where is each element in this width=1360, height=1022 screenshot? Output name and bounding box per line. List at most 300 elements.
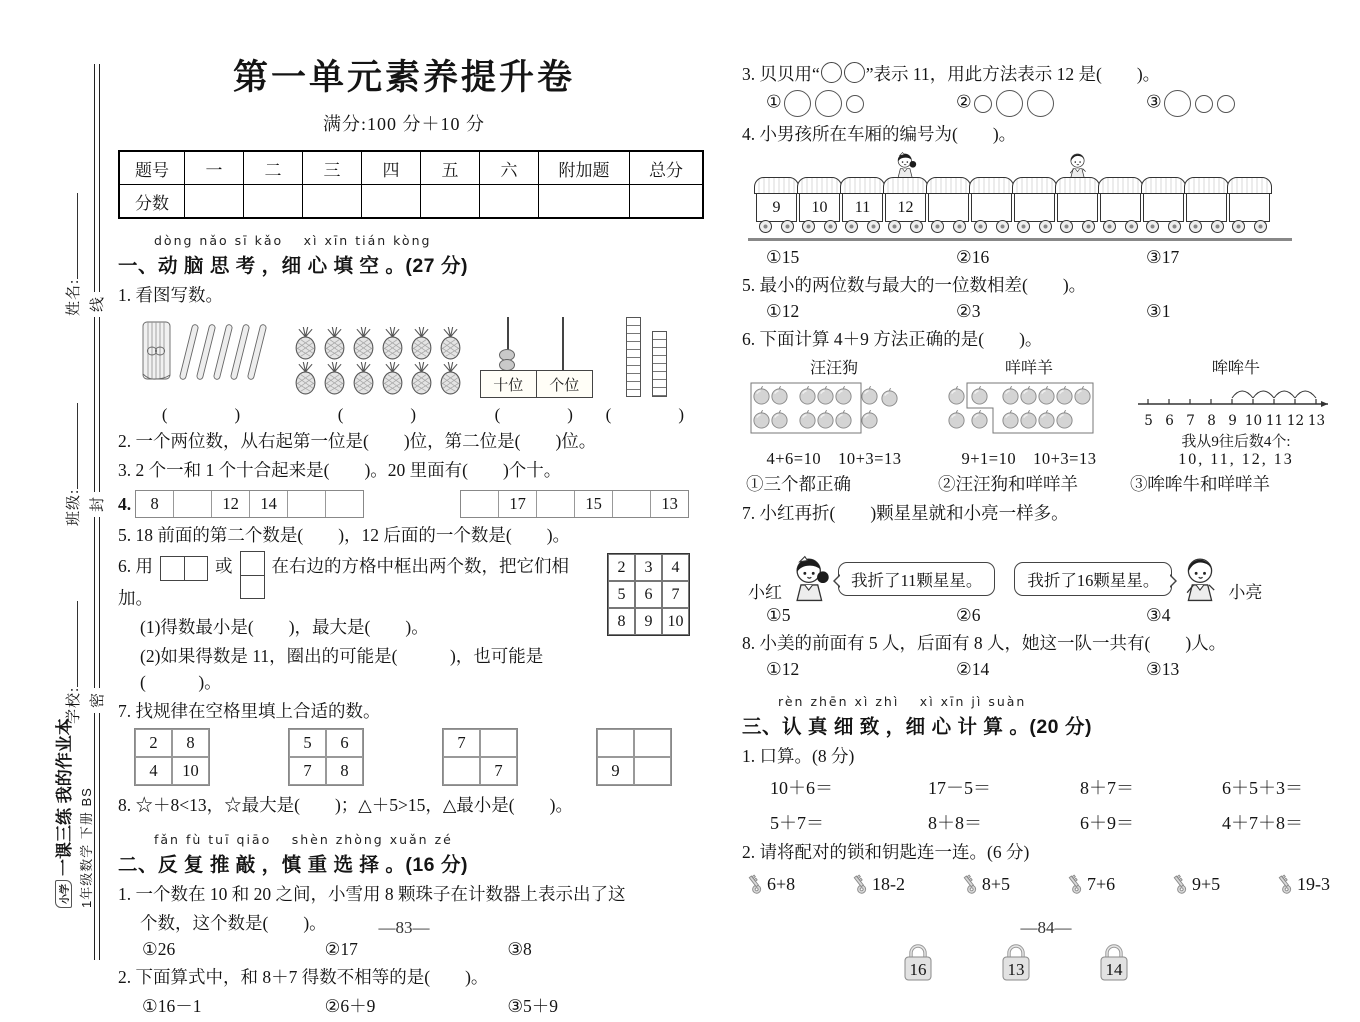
car-number [1057,193,1098,222]
wheel-icon [1168,220,1181,233]
dog-apples-icon [748,380,920,438]
option-2: ②14 [956,659,990,679]
car-number [1014,193,1055,222]
seal-char-line: 线 [84,292,109,317]
boy-name: 小亮 [1228,583,1263,602]
score-header-cell: 四 [362,151,421,185]
option-1: ①16－1 [142,996,202,1016]
class-field [62,356,84,526]
name-field [62,146,84,316]
pineapple-icon [321,362,348,395]
option-3: ③17 [1146,247,1180,267]
section2-pinyin: fǎn fù tuī qiāo shèn zhòng xuǎn zé [154,832,453,847]
score-header-cell: 附加题 [539,151,630,185]
strip-cell [287,491,325,517]
option-number: ③ [1146,91,1162,112]
name-label: 姓名: [66,278,82,316]
score-header-cell: 五 [421,151,480,185]
key-item [746,873,795,895]
stick-bundle-icon [128,312,278,392]
wheel-icon [910,220,923,233]
wheel-icon [996,220,1009,233]
school-blank-line [63,601,78,687]
key-item [961,873,1010,895]
question-2-2-options [142,993,690,1018]
option-2: ②6＋9 [324,996,376,1016]
car-roof [883,177,928,194]
grid-cell: 8 [608,608,635,635]
train-car [1057,177,1098,233]
pineapple-icon [408,327,435,360]
option-1: ①三个都正确 [746,474,851,494]
lock-item [900,941,936,985]
grid-cell [597,729,634,757]
key-expression: 8+5 [981,873,1011,894]
wheel-icon [759,220,772,233]
counter-base [480,370,593,398]
grid-cell [634,729,671,757]
strip-cell [612,491,650,517]
pineapple-icon [437,327,464,360]
math-expression: 6＋9＝ [1080,813,1134,833]
grid-cell: 8 [172,729,209,757]
lock-item [1096,941,1132,985]
wheel-icon [1103,220,1116,233]
pattern-grid-3 [442,728,518,786]
key-icon [851,873,871,895]
wheel-icon [781,220,794,233]
tick-label: 11 [1265,413,1284,429]
question-2-6-methods [748,355,1334,469]
tick-label: 10 [1244,413,1263,429]
grid-cell: 7 [289,757,326,785]
car-wheels [1146,220,1181,233]
sticks-figure [128,312,278,425]
grid-cell: 2 [608,554,635,581]
option-3: ③哞哞牛和咩咩羊 [1130,474,1270,494]
train-rail [748,238,1292,241]
pineapple-icon [379,362,406,395]
wheel-icon [867,220,880,233]
tick-label: 9 [1228,413,1237,429]
math-expression: 8＋7＝ [1080,778,1134,798]
school-label: 学校: [66,686,82,724]
question-1-6-sub1: (1)得数最小是( )，最大是( )。 [140,617,429,637]
train-car [1186,177,1227,233]
option-3: ③5＋9 [507,996,559,1016]
wheel-icon [845,220,858,233]
wheel-icon [1211,220,1224,233]
number-line-icon [1138,380,1334,408]
brand-logo [50,678,96,908]
cube-towers-icon [606,315,688,397]
method-cow [1138,355,1334,469]
tick-label: 13 [1307,413,1326,429]
question-1-7-grids [134,728,690,786]
page-number-84: —84— [1020,918,1072,937]
math-expression: 17－5＝ [928,778,991,798]
small-circle-icon [974,95,992,113]
q6-text-1: 6. 用 [118,556,153,577]
car-number [1143,193,1184,222]
section3-pinyin: rèn zhēn xì zhì xì xīn jì suàn [778,694,1027,709]
question-1-6-sub2: (2)如果得数是 11，圈出的可能是( )，也可能是( )。 [140,646,544,692]
page-number-83: —83— [378,918,430,937]
section1-pinyin: dòng nǎo sī kǎo xì xīn tián kòng [154,233,432,248]
small-circle-icon [1217,95,1235,113]
grid-cell [480,729,517,757]
key-item [1276,873,1330,895]
grid-cell: 2 [135,729,172,757]
wheel-icon [1146,220,1159,233]
pineapple-grid [292,327,466,397]
option-3: ③8 [507,939,532,959]
seal-char-feng: 封 [84,492,109,517]
wheel-icon [1039,220,1052,233]
question-1-4 [118,490,690,518]
dog-equations: 4+6=10 10+3=13 [766,449,902,468]
brand-title [50,678,75,908]
q3-text-post: ”表示 11，用此方法表示 12 是( )。 [865,64,1161,84]
wheel-icon [1017,220,1030,233]
strip-cell: 13 [650,491,688,517]
lock-number: 13 [1007,960,1025,979]
question-2-1-line1: 1. 一个数在 10 和 20 之间，小雪用 8 颗珠子在计数器上表示出了这 [118,884,626,904]
key-expression: 7+6 [1086,873,1116,894]
cube-tower [626,317,641,397]
pineapple-icon [292,327,319,360]
key-icon [961,873,981,895]
cow-note-1: 我从9往后数4个: [1181,434,1291,450]
method-dog [748,355,920,469]
dog-label: 汪汪狗 [809,360,858,377]
number-grid-3x3 [607,553,690,636]
wheel-icon [1254,220,1267,233]
brand-series: 一课三练 我的作业本 [55,718,74,876]
score-empty-cell [421,185,480,219]
option-2: ②3 [956,301,981,321]
strip-cell [173,491,211,517]
strip-cell: 12 [211,491,249,517]
grid-cell [443,757,480,785]
question-2-1-line2: 个数，这个数是( )。 [140,913,327,933]
tick-label: 12 [1286,413,1305,429]
question-1-6 [118,551,690,695]
car-number: 12 [885,193,926,222]
train-car [1100,177,1141,233]
car-number [1186,193,1227,222]
option-1: ①26 [142,939,176,959]
section3-heading: 三、认 真 细 致 ，细 心 计 算 。(20 分) [742,716,1092,738]
wheel-icon [1125,220,1138,233]
big-circle-icon [1164,90,1191,117]
place-value-counter-figure [480,317,592,425]
option-2: ②汪汪狗和咩咩羊 [938,474,1078,494]
big-circle-icon [996,90,1023,117]
question-1-3: 3. 2 个一和 1 个十合起来是( )。20 里面有( )个十。 [118,460,562,480]
option-2: ②16 [956,247,990,267]
pattern-grid-1 [134,728,210,786]
question-2-1-options [142,939,690,960]
car-roof [1098,177,1143,194]
score-empty-cell [303,185,362,219]
train-cars [756,177,1280,233]
score-header-cell: 六 [480,151,539,185]
train-car [1229,177,1270,233]
question-1-2: 2. 一个两位数，从右起第一位是( )位，第二位是( )位。 [118,431,597,451]
grid-cell: 7 [662,581,689,608]
math-expression: 10＋6＝ [770,778,833,798]
girl-name: 小红 [748,583,782,602]
class-label: 班级: [66,488,82,526]
option-1 [766,90,956,117]
big-circle-icon [815,90,842,117]
q6-text-3: 在右边的方格中框出两个数，把它们相加。 [118,556,569,608]
math-expression: 6＋5＋3＝ [1222,778,1303,798]
strip-cell [461,491,498,517]
grid-cell: 6 [326,729,363,757]
train-car [1143,177,1184,233]
train-car [928,177,969,233]
wheel-icon [1082,220,1095,233]
question-3-2: 2. 请将配对的锁和钥匙连一连。(6 分) [742,842,1030,862]
question-1-1-figures [128,312,688,425]
car-number: 10 [799,193,840,222]
wheel-icon [824,220,837,233]
horizontal-domino-icon [160,556,208,581]
question-2-5-options [766,301,1336,322]
boy-on-train-icon [1064,151,1091,179]
car-roof [1184,177,1229,194]
strip-cell [536,491,574,517]
key-item [1066,873,1115,895]
question-1-8: 8. ☆＋8<13，☆最大是( )；△＋5>15，△最小是( )。 [118,795,573,815]
math-expression: 4＋7＋8＝ [1222,813,1303,833]
key-icon [746,873,766,895]
option-3 [1146,90,1336,117]
strip-cell: 8 [150,494,159,513]
key-item [1171,873,1220,895]
question-2-2: 2. 下面算式中，和 8＋7 得数不相等的是( )。 [118,967,489,987]
pineapple-icon [292,362,319,395]
lock-number: 14 [1105,960,1123,979]
wheel-icon [931,220,944,233]
lock-number: 16 [909,960,927,979]
section2-heading: 二、反 复 推 敲 ，慎 重 选 择 。(16 分) [118,854,468,876]
wheel-icon [802,220,815,233]
method-sheep [943,355,1115,469]
grid-cell: 4 [135,757,172,785]
question-2-8: 8. 小美的前面有 5 人，后面有 8 人，她这一队一共有( )人。 [742,633,1227,653]
answer-blank: ( ) [494,405,577,424]
car-number [1229,193,1270,222]
car-roof [1012,177,1057,194]
question-3-1: 1. 口算。(8 分) [742,746,855,766]
grid-cell: 7 [443,729,480,757]
cube-towers-figure [606,315,688,425]
option-1: ①5 [766,605,791,625]
grid-cell: 10 [662,608,689,635]
key-icon [1171,873,1191,895]
cow-label: 哞哞牛 [1211,360,1260,377]
car-wheels [931,220,966,233]
score-header-cell: 总分 [630,151,704,185]
answer-blank: ( ) [605,405,688,424]
car-number [928,193,969,222]
option-2: ②17 [324,939,358,959]
key-expression: 9+5 [1191,873,1221,894]
class-blank-line [63,403,78,489]
question-2-6: 6. 下面计算 4＋9 方法正确的是( )。 [742,329,1043,349]
question-1-1: 1. 看图写数。 [118,285,223,305]
car-wheels [888,220,923,233]
question-2-7: 7. 小红再折( )颗星星就和小亮一样多。 [742,503,1069,523]
grid-cell: 5 [289,729,326,757]
option-3: ③4 [1146,605,1171,625]
option-1: ①12 [766,301,800,321]
train-car [842,177,883,233]
score-empty-cell [185,185,244,219]
score-header-cell: 题号 [119,151,185,185]
car-roof [1227,177,1272,194]
car-roof [926,177,971,194]
page-84 [742,58,1336,985]
car-number [971,193,1012,222]
wheel-icon [974,220,987,233]
score-header-cell: 二 [244,151,303,185]
tick-label: 8 [1207,413,1216,429]
strip-cell: 15 [574,491,612,517]
pineapple-icon [408,362,435,395]
option-number: ① [766,91,782,112]
train-car [799,177,840,233]
pineapple-icon [321,327,348,360]
score-header-cell: 三 [303,151,362,185]
car-number [1100,193,1141,222]
tens-place-label: 十位 [480,370,537,398]
pineapple-icon [437,362,464,395]
car-wheels [1017,220,1052,233]
score-table [118,150,704,219]
ones-rod [562,317,564,371]
option-1: ①15 [766,247,800,267]
ones-place-label: 个位 [537,370,593,398]
grid-cell: 4 [662,554,689,581]
math-expression: 5＋7＝ [770,813,824,833]
car-wheels [1232,220,1267,233]
grid-cell: 10 [172,757,209,785]
grid-cell: 5 [608,581,635,608]
mental-math-grid [770,774,1336,835]
grid-cell: 6 [635,581,662,608]
question-2-7-options [766,605,1336,626]
car-wheels [974,220,1009,233]
number-strip-2 [460,490,689,518]
question-number: 4. [118,493,132,514]
big-circle-icon [1027,90,1054,117]
train-car [756,177,797,233]
page-title: 第一单元素养提升卷 [232,58,575,97]
locks-row [900,941,1336,985]
answer-blank: ( ) [161,405,245,424]
q6-text-2: 或 [215,556,233,577]
lock-item [998,941,1034,985]
wheel-icon [1189,220,1202,233]
option-1: ①12 [766,659,800,679]
page-83 [118,50,690,1022]
pattern-grid-4 [596,728,672,786]
grid-cell: 8 [326,757,363,785]
tick-label: 5 [1144,413,1153,429]
car-roof [754,177,799,194]
car-wheels [802,220,837,233]
strip-cell: 17 [498,491,536,517]
option-3: ③1 [1146,301,1171,321]
score-empty-cell [480,185,539,219]
train-figure [756,177,1280,239]
key-expression: 19-3 [1297,873,1330,894]
big-circle-icon [821,62,842,83]
seal-char-mi: 密 [84,688,109,713]
sheep-equations: 9+1=10 10+3=13 [961,449,1097,468]
math-expression: 8＋8＝ [928,813,982,833]
sheep-label: 咩咩羊 [1004,360,1053,377]
car-wheels [1103,220,1138,233]
grid-cell: 7 [480,757,517,785]
option-2 [956,90,1146,117]
car-number: 11 [842,193,883,222]
brand-subtitle: 1年级数学 下册 BS [79,787,94,908]
car-roof [969,177,1014,194]
number-line-labels [1138,413,1328,429]
answer-blank: ( ) [337,405,421,424]
keys-row [746,873,1330,895]
wheel-icon [953,220,966,233]
car-roof [1055,177,1100,194]
question-2-3 [742,61,1336,87]
question-2-6-options [746,471,1336,496]
pineapple-icon [350,362,377,395]
girl-on-train-icon [892,151,919,179]
pineapple-icon [350,327,377,360]
strip-cell: 14 [249,491,287,517]
grid-cell: 3 [635,554,662,581]
car-wheels [1060,220,1095,233]
cube-tower [652,331,667,397]
section1-heading: 一、动 脑 思 考 ，细 心 填 空 。(27 分) [118,255,468,277]
strip-cell [325,491,363,517]
car-wheels [759,220,794,233]
cow-note-2: 10, 11, 12, 13 [1178,451,1294,468]
question-2-5: 5. 最小的两位数与最大的一位数相差( )。 [742,275,1087,295]
pattern-grid-2 [288,728,364,786]
key-item [851,873,905,895]
score-header-cell: 一 [185,151,244,185]
option-2: ②6 [956,605,981,625]
tick-label: 6 [1165,413,1174,429]
girl-speech-bubble: 我折了11颗星星。 [838,562,995,596]
question-2-3-options [766,90,1336,117]
wheel-icon [1232,220,1245,233]
grid-cell [634,757,671,785]
name-blank-line [63,193,78,279]
score-empty-cell [539,185,630,219]
question-2-4-options [766,247,1336,268]
question-1-5: 5. 18 前面的第二个数是( )，12 后面的一个数是( )。 [118,525,571,545]
car-wheels [1189,220,1224,233]
score-table-header-row [119,151,703,185]
option-3: ③13 [1146,659,1180,679]
